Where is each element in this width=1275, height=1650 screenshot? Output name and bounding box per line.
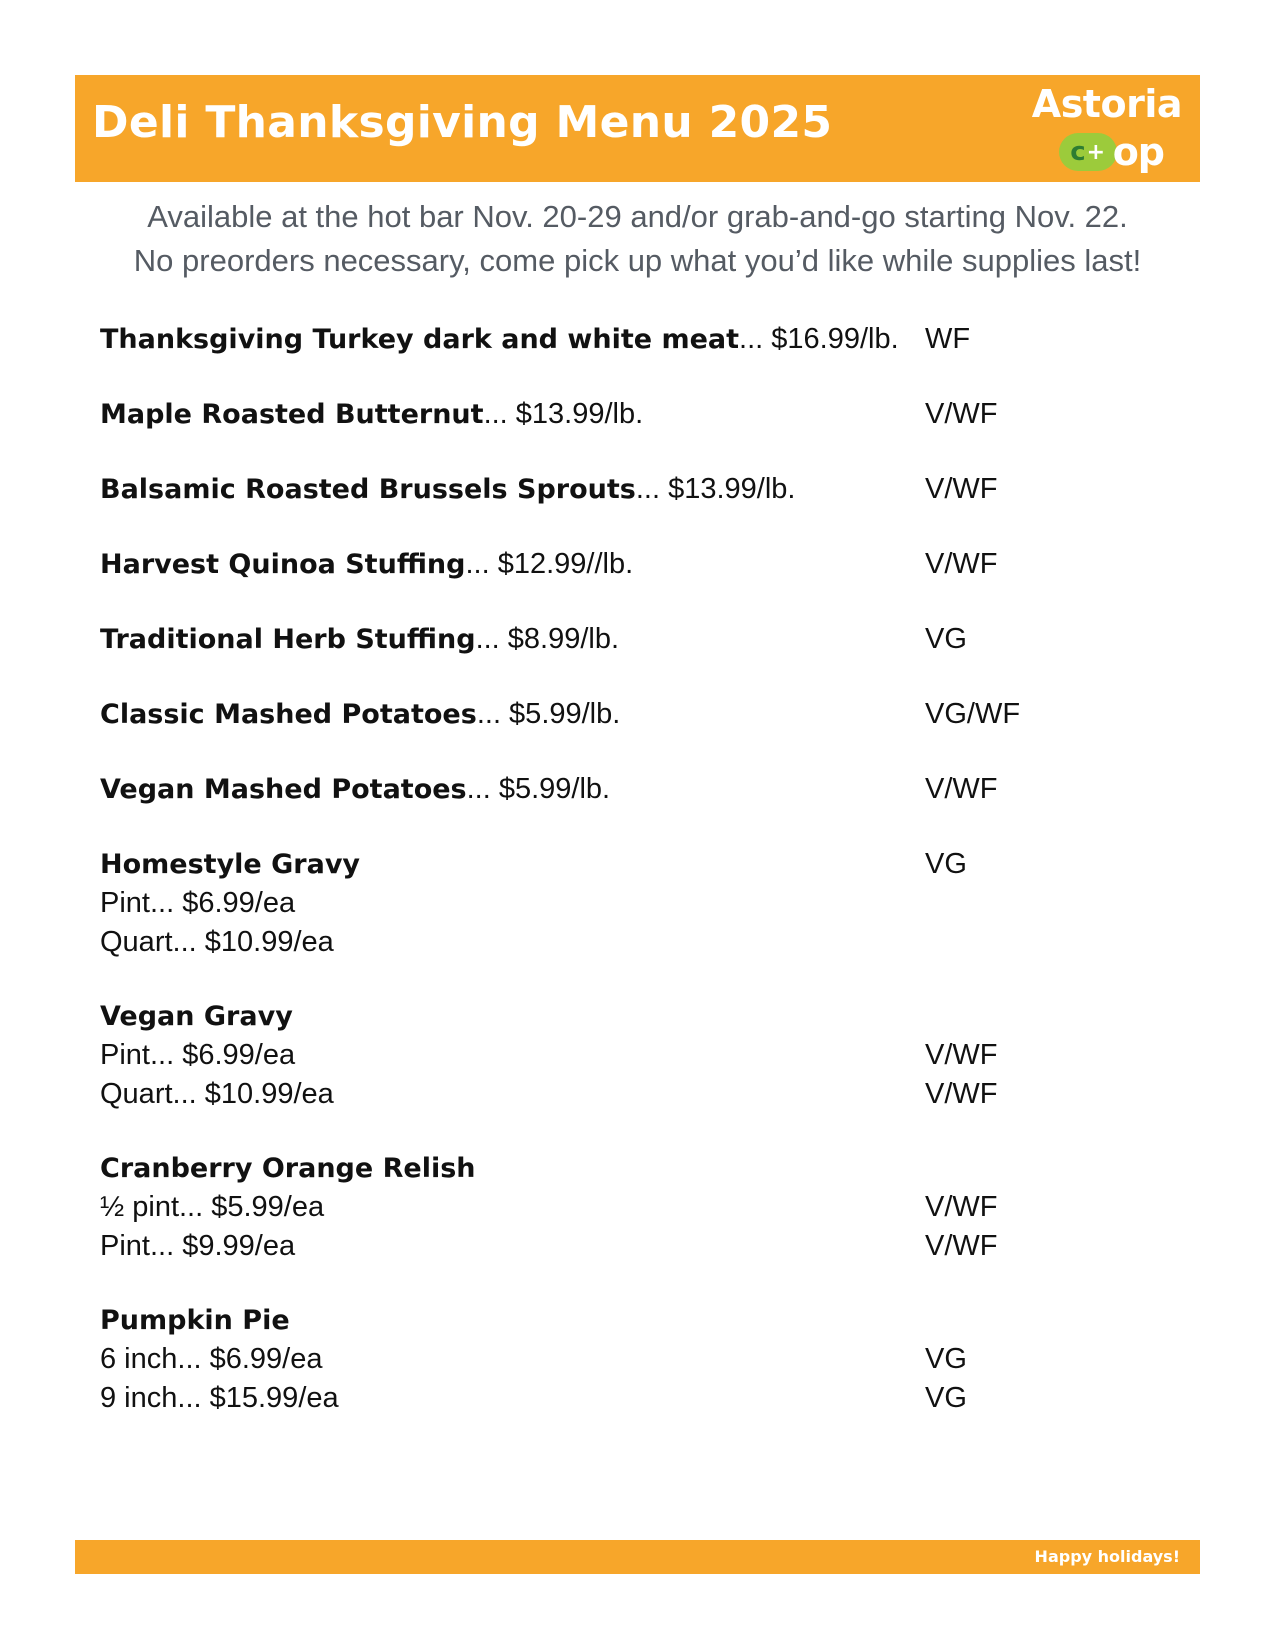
diet-tag: V/WF xyxy=(925,398,998,430)
item-price: ... $13.99/lb. xyxy=(635,473,796,505)
menu-item-turkey xyxy=(100,320,1100,359)
sub-option: Quart... $10.99/ea xyxy=(100,1078,334,1110)
item-name: Harvest Quinoa Stuffing xyxy=(100,549,466,580)
item-name: Vegan Gravy xyxy=(100,1001,293,1032)
sub-option: 9 inch... $15.99/ea xyxy=(100,1382,339,1414)
footer-bar xyxy=(75,1540,1200,1574)
item-price: ... $5.99/lb. xyxy=(476,698,621,730)
intro-line-2: No preorders necessary, come pick up what you’d like while supplies last! xyxy=(133,243,1142,278)
menu-item-cranberry xyxy=(100,1149,1100,1188)
intro-line-1: Available at the hot bar Nov. 20-29 and/or grab-and-go starting Nov. 22. xyxy=(147,199,1128,234)
vegan-gravy-pint xyxy=(100,1036,1100,1075)
astoria-coop-logo xyxy=(1017,83,1182,175)
menu-item-brussels xyxy=(100,470,1100,509)
item-name: Vegan Mashed Potatoes xyxy=(100,774,467,805)
diet-tag: VG xyxy=(925,1343,967,1375)
item-name: Balsamic Roasted Brussels Sprouts xyxy=(100,474,636,505)
homestyle-gravy-quart xyxy=(100,923,1100,962)
item-price: ... $8.99/lb. xyxy=(475,623,620,655)
header-bar xyxy=(75,75,1200,182)
menu-item-vegan-mashed xyxy=(100,770,1100,809)
menu-item-vegan-gravy xyxy=(100,997,1100,1036)
diet-tag: WF xyxy=(925,323,971,355)
diet-tag: VG xyxy=(925,623,967,655)
cranberry-half-pint xyxy=(100,1188,1100,1227)
menu-list xyxy=(100,320,1100,1418)
diet-tag: VG xyxy=(925,1382,967,1414)
plus-icon: + xyxy=(1086,139,1106,165)
pumpkin-pie-nine-inch xyxy=(100,1379,1100,1418)
logo-word: Astoria xyxy=(1031,82,1182,126)
item-name: Thanksgiving Turkey dark and white meat xyxy=(100,324,740,355)
item-name: Homestyle Gravy xyxy=(100,849,361,880)
item-price: ... $16.99/lb. xyxy=(739,323,899,355)
item-name: Cranberry Orange Relish xyxy=(100,1153,476,1184)
sub-option: Pint... $9.99/ea xyxy=(100,1230,296,1262)
item-name: Pumpkin Pie xyxy=(100,1305,290,1336)
homestyle-gravy-pint xyxy=(100,884,1100,923)
diet-tag: V/WF xyxy=(925,1078,998,1110)
sub-option: Pint... $6.99/ea xyxy=(100,887,296,919)
item-name: Maple Roasted Butternut xyxy=(100,399,484,430)
diet-tag: V/WF xyxy=(925,773,998,805)
item-name: Traditional Herb Stuffing xyxy=(100,624,476,655)
intro-text xyxy=(75,195,1200,283)
page-title: Deli Thanksgiving Menu 2025 xyxy=(92,97,833,148)
diet-tag: V/WF xyxy=(925,473,998,505)
item-price: ... $12.99//lb. xyxy=(465,548,634,580)
menu-item-herb-stuffing xyxy=(100,620,1100,659)
sub-option: Quart... $10.99/ea xyxy=(100,926,334,958)
logo-coop xyxy=(1059,129,1164,175)
menu-item-classic-mashed xyxy=(100,695,1100,734)
item-price: ... $5.99/lb. xyxy=(466,773,611,805)
menu-item-butternut xyxy=(100,395,1100,434)
sub-option: ½ pint... $5.99/ea xyxy=(100,1191,325,1223)
diet-tag: V/WF xyxy=(925,548,998,580)
diet-tag: V/WF xyxy=(925,1191,998,1223)
pumpkin-pie-six-inch xyxy=(100,1340,1100,1379)
coop-badge xyxy=(1059,133,1117,171)
diet-tag: VG xyxy=(925,848,967,880)
vegan-gravy-quart xyxy=(100,1075,1100,1114)
logo-op: op xyxy=(1112,130,1164,174)
cranberry-pint xyxy=(100,1227,1100,1266)
menu-item-pumpkin-pie xyxy=(100,1301,1100,1340)
menu-item-homestyle-gravy xyxy=(100,845,1100,884)
footer-text: Happy holidays! xyxy=(1034,1547,1180,1566)
item-name: Classic Mashed Potatoes xyxy=(100,699,477,730)
sub-option: 6 inch... $6.99/ea xyxy=(100,1343,323,1375)
diet-tag: V/WF xyxy=(925,1230,998,1262)
item-price: ... $13.99/lb. xyxy=(483,398,644,430)
menu-item-quinoa xyxy=(100,545,1100,584)
diet-tag: VG/WF xyxy=(925,698,1021,730)
logo-c: c xyxy=(1070,137,1086,167)
diet-tag: V/WF xyxy=(925,1039,998,1071)
sub-option: Pint... $6.99/ea xyxy=(100,1039,296,1071)
